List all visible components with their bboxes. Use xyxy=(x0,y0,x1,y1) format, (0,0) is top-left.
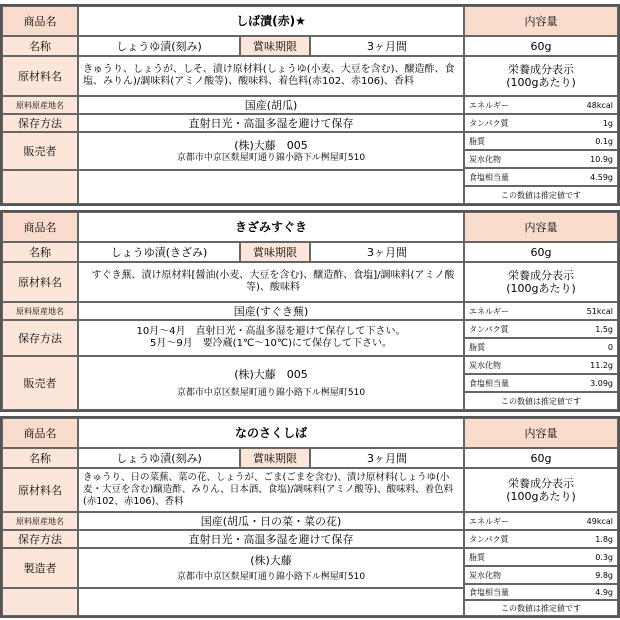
origin-value: 国産(胡瓜・日の菜・菜の花) xyxy=(78,512,464,530)
product-label-1 xyxy=(0,4,620,206)
name-header: 名称 xyxy=(2,242,78,262)
nutrition-row xyxy=(464,530,618,548)
nutrition-value: 0.1g xyxy=(595,136,613,146)
origin-header: 原料原産地名 xyxy=(2,302,78,320)
nutrition-value: 1.5g xyxy=(595,324,613,334)
seller-name: (株)大藤 005 xyxy=(234,138,308,152)
seller-address: 京都市中京区麩屋町通り錦小路下ル桝屋町510 xyxy=(176,571,366,582)
nutrition-row xyxy=(464,548,618,566)
nutrition-value: 1g xyxy=(602,118,613,128)
nutrition-row xyxy=(464,566,618,584)
blank-cell xyxy=(2,588,78,616)
nutrition-label: タンパク質 xyxy=(469,534,509,544)
nutrition-row xyxy=(464,168,618,186)
product-name-header: 商品名 xyxy=(2,212,78,242)
storage-line: 5月～9月 要冷蔵(1℃～10℃)にて保存して下さい。 xyxy=(149,338,393,349)
nutrition-row xyxy=(464,356,618,374)
nutrition-title-box xyxy=(464,468,618,512)
seller-block xyxy=(78,132,464,170)
seller-block xyxy=(78,548,464,588)
nutrition-value: 11.2g xyxy=(590,360,613,370)
nutrition-label: タンパク質 xyxy=(469,324,509,334)
nutrition-title-box xyxy=(464,56,618,96)
ingredients-value: きゅうり、日の菜蕪、菜の花、しょうが、ごま(ごまを含む)、漬け原材料(しょうゆ(小麦・大豆を含む)醸造酢、みりん、日本酒、食塩)/調味料(アミノ酸等)、酸味料、着色料(赤102、赤106)、香料 xyxy=(78,468,464,512)
product-name: しば漬(赤)★ xyxy=(78,6,464,36)
expiry-value: 3ヶ月間 xyxy=(310,242,464,262)
storage-value: 直射日光・高温多湿を避けて保存 xyxy=(78,530,464,548)
nutrition-value: 49kcal xyxy=(586,516,613,526)
name-header: 名称 xyxy=(2,36,78,56)
content-header: 内容量 xyxy=(464,212,618,242)
nutrition-label: 炭水化物 xyxy=(469,570,501,580)
nutrition-row xyxy=(464,374,618,392)
product-name-header: 商品名 xyxy=(2,6,78,36)
content-header: 内容量 xyxy=(464,6,618,36)
seller-name: (株)大藤 005 xyxy=(234,367,308,381)
nutrition-label: 食塩相当量 xyxy=(469,378,509,388)
nutrition-value: 9.8g xyxy=(595,570,613,580)
nutrition-row xyxy=(464,114,618,132)
nutrition-value: 4.9g xyxy=(595,587,613,597)
nutrition-row xyxy=(464,150,618,168)
product-label-2 xyxy=(0,210,620,412)
product-name-header: 商品名 xyxy=(2,418,78,448)
nutrition-title: 栄養成分表示 xyxy=(508,477,574,490)
storage-header: 保存方法 xyxy=(2,114,78,132)
ingredients-header: 原材料名 xyxy=(2,262,78,302)
expiry-value: 3ヶ月間 xyxy=(310,36,464,56)
nutrition-value: 1.8g xyxy=(595,534,613,544)
name-header: 名称 xyxy=(2,448,78,468)
nutrition-subtitle: (100gあたり) xyxy=(506,282,576,295)
origin-value: 国産(胡瓜) xyxy=(78,96,464,114)
origin-header: 原料原産地名 xyxy=(2,512,78,530)
name-value: しょうゆ漬(刻み) xyxy=(78,448,240,468)
nutrition-subtitle: (100gあたり) xyxy=(506,490,576,503)
nutrition-note: この数値は推定値です xyxy=(464,600,618,616)
nutrition-value: 51kcal xyxy=(586,306,613,316)
name-value: しょうゆ漬(きざみ) xyxy=(78,242,240,262)
nutrition-label: 脂質 xyxy=(469,136,485,146)
ingredients-value: きゅうり、しょうが、しそ、漬け原材料(しょうゆ(小麦、大豆を含む)、醸造酢、食塩、みりん)/調味料(アミノ酸等)、酸味料、着色料(赤102、赤106)、香料 xyxy=(78,56,464,96)
seller-address: 京都市中京区麩屋町通り錦小路下ル桝屋町510 xyxy=(176,387,366,398)
blank-cell xyxy=(78,588,464,616)
blank-cell xyxy=(2,170,78,204)
storage-line: 10月～4月 直射日光・高温多湿を避けて保存して下さい。 xyxy=(136,326,406,337)
seller-block xyxy=(78,356,464,410)
nutrition-row xyxy=(464,512,618,530)
storage-value xyxy=(78,320,464,356)
product-name: きざみすぐき xyxy=(78,212,464,242)
nutrition-label: エネルギー xyxy=(469,516,509,526)
storage-header: 保存方法 xyxy=(2,320,78,356)
nutrition-row xyxy=(464,302,618,320)
nutrition-value: 0.3g xyxy=(595,552,613,562)
nutrition-value: 10.9g xyxy=(590,154,613,164)
expiry-header: 賞味期限 xyxy=(240,36,310,56)
nutrition-value: 0 xyxy=(607,342,613,352)
nutrition-label: 食塩相当量 xyxy=(469,172,509,182)
nutrition-note: この数値は推定値です xyxy=(464,392,618,410)
ingredients-value: すぐき蕪、漬け原材料[醤油(小麦、大豆を含む)、醸造酢、食塩]/調味料(アミノ酸等)、酸味料 xyxy=(78,262,464,302)
nutrition-row xyxy=(464,132,618,150)
expiry-header: 賞味期限 xyxy=(240,448,310,468)
nutrition-row xyxy=(464,584,618,600)
name-value: しょうゆ漬(刻み) xyxy=(78,36,240,56)
nutrition-row xyxy=(464,338,618,356)
ingredients-header: 原材料名 xyxy=(2,468,78,512)
nutrition-value: 4.59g xyxy=(590,172,613,182)
nutrition-row xyxy=(464,96,618,114)
content-header: 内容量 xyxy=(464,418,618,448)
seller-name: (株)大藤 xyxy=(250,553,292,567)
seller-header: 製造者 xyxy=(2,548,78,588)
nutrition-title: 栄養成分表示 xyxy=(508,269,574,282)
expiry-header: 賞味期限 xyxy=(240,242,310,262)
nutrition-label: エネルギー xyxy=(469,100,509,110)
seller-header: 販売者 xyxy=(2,356,78,410)
nutrition-label: 食塩相当量 xyxy=(469,587,509,597)
content-value: 60g xyxy=(464,448,618,468)
nutrition-value: 3.09g xyxy=(590,378,613,388)
nutrition-label: 炭水化物 xyxy=(469,154,501,164)
content-value: 60g xyxy=(464,242,618,262)
nutrition-value: 48kcal xyxy=(586,100,613,110)
nutrition-label: 脂質 xyxy=(469,342,485,352)
product-label-3 xyxy=(0,416,620,618)
product-name: なのさくしば xyxy=(78,418,464,448)
nutrition-label: エネルギー xyxy=(469,306,509,316)
storage-value: 直射日光・高温多湿を避けて保存 xyxy=(78,114,464,132)
storage-header: 保存方法 xyxy=(2,530,78,548)
ingredients-header: 原材料名 xyxy=(2,56,78,96)
nutrition-title: 栄養成分表示 xyxy=(508,63,574,76)
seller-header: 販売者 xyxy=(2,132,78,170)
nutrition-note: この数値は推定値です xyxy=(464,186,618,204)
origin-value: 国産(すぐき蕪) xyxy=(78,302,464,320)
nutrition-label: 炭水化物 xyxy=(469,360,501,370)
content-value: 60g xyxy=(464,36,618,56)
nutrition-label: 脂質 xyxy=(469,552,485,562)
seller-address: 京都市中京区麩屋町通り錦小路下ル桝屋町510 xyxy=(176,152,366,163)
expiry-value: 3ヶ月間 xyxy=(310,448,464,468)
blank-cell xyxy=(78,170,464,204)
nutrition-title-box xyxy=(464,262,618,302)
nutrition-subtitle: (100gあたり) xyxy=(506,76,576,89)
origin-header: 原料原産地名 xyxy=(2,96,78,114)
nutrition-row xyxy=(464,320,618,338)
nutrition-label: タンパク質 xyxy=(469,118,509,128)
